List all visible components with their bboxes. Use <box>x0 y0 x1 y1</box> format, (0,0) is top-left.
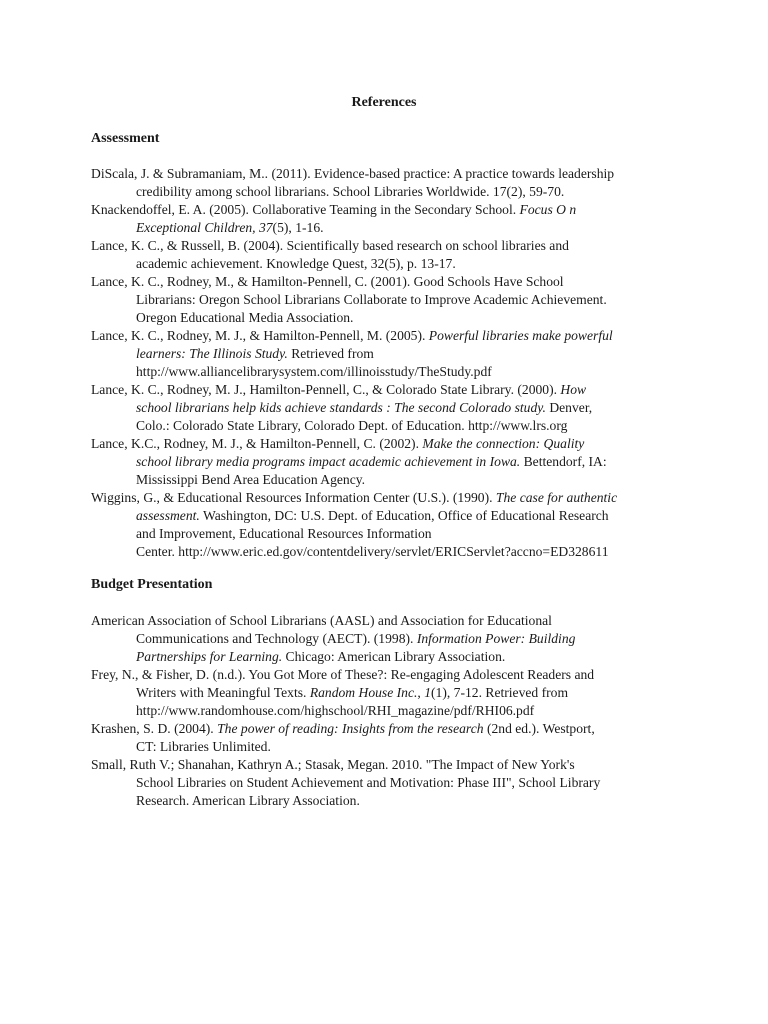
reference-text: Lance, K.C., Rodney, M. J., & Hamilton-Pennell, C. (2002). <box>91 436 423 451</box>
reference-line <box>136 345 691 363</box>
reference-text: Lance, K. C., Rodney, M. J., Hamilton-Pennell, C., & Colorado State Library. (2000). <box>91 382 561 397</box>
reference-italic-text: How <box>560 382 587 397</box>
reference-entry <box>91 666 691 720</box>
reference-line <box>91 201 691 219</box>
reference-line <box>91 381 691 399</box>
reference-line <box>136 792 691 810</box>
reference-italic-text: Powerful libraries make powerful <box>428 328 613 343</box>
reference-italic-text: 1 <box>424 685 432 700</box>
reference-line <box>91 612 691 630</box>
reference-line <box>136 417 691 435</box>
reference-text: Lance, K. C., & Russell, B. (2004). Scientifically based research on school libraries and <box>91 238 569 253</box>
reference-text: Frey, N., & Fisher, D. (n.d.). You Got More of These?: Re-engaging Adolescent Readers and <box>91 667 595 682</box>
reference-italic-text: learners: The Illinois Study. <box>136 346 288 361</box>
reference-text: Mississippi Bend Area Education Agency. <box>136 472 366 487</box>
reference-line <box>136 255 691 273</box>
reference-text: http://www.alliancelibrarysystem.com/illinoisstudy/TheStudy.pdf <box>136 364 492 379</box>
reference-line <box>136 738 691 756</box>
reference-line <box>136 363 691 381</box>
reference-italic-text: Information Power: Building <box>416 631 576 646</box>
reference-text: Lance, K. C., Rodney, M., & Hamilton-Pennell, C. (2001). Good Schools Have School <box>91 274 564 289</box>
reference-line <box>91 666 691 684</box>
reference-entry <box>91 165 691 201</box>
reference-italic-text: Partnerships for Learning. <box>136 649 283 664</box>
reference-line <box>91 327 691 345</box>
reference-entry <box>91 756 691 810</box>
reference-line <box>91 435 691 453</box>
reference-entry <box>91 327 691 381</box>
reference-line <box>136 453 691 471</box>
reference-italic-text: assessment. <box>136 508 200 523</box>
reference-line <box>91 273 691 291</box>
section-heading-budget-presentation: Budget Presentation <box>91 577 213 592</box>
reference-entry <box>91 612 691 666</box>
reference-italic-text: The power of reading: Insights from the research <box>217 721 484 736</box>
reference-text: (2nd ed.). Westport, <box>483 721 595 736</box>
reference-line <box>91 237 691 255</box>
reference-text: Center. http://www.eric.ed.gov/contentdelivery/servlet/ERICServlet?accno=ED328611 <box>136 544 609 559</box>
reference-italic-text: Exceptional Children, 37 <box>136 220 273 235</box>
reference-entry <box>91 237 691 273</box>
reference-text: Small, Ruth V.; Shanahan, Kathryn A.; Stasak, Megan. 2010. "The Impact of New York's <box>91 757 575 772</box>
reference-line <box>91 756 691 774</box>
reference-line <box>136 309 691 327</box>
reference-line <box>136 648 691 666</box>
reference-line <box>136 525 691 543</box>
reference-text: CT: Libraries Unlimited. <box>136 739 271 754</box>
reference-line <box>136 684 691 702</box>
reference-entry <box>91 273 691 327</box>
reference-line <box>136 219 691 237</box>
page-title: References <box>351 95 417 110</box>
reference-text: Oregon Educational Media Association. <box>136 310 354 325</box>
reference-text: Lance, K. C., Rodney, M. J., & Hamilton-Pennell, M. (2005). <box>91 328 429 343</box>
reference-text: and Improvement, Educational Resources Information <box>136 526 432 541</box>
reference-text: Washington, DC: U.S. Dept. of Education, Office of Educational Research <box>199 508 609 523</box>
section-heading-assessment: Assessment <box>91 131 160 146</box>
reference-text: Bettendorf, IA: <box>520 454 607 469</box>
reference-text: academic achievement. Knowledge Quest, 32(5), p. 13-17. <box>136 256 456 271</box>
reference-line <box>136 471 691 489</box>
reference-line <box>136 183 691 201</box>
reference-text: School Libraries on Student Achievement and Motivation: Phase III", School Library <box>136 775 601 790</box>
reference-text: (1), 7-12. Retrieved from <box>431 685 569 700</box>
reference-text: credibility among school librarians. School Libraries Worldwide. 17(2), 59-70. <box>136 184 565 199</box>
reference-line <box>136 774 691 792</box>
reference-text: Knackendoffel, E. A. (2005). Collaborative Teaming in the Secondary School. <box>91 202 520 217</box>
reference-italic-text: Random House Inc. <box>309 685 418 700</box>
reference-text: Chicago: American Library Association. <box>282 649 506 664</box>
reference-text: Librarians: Oregon School Librarians Collaborate to Improve Academic Achievement. <box>136 292 607 307</box>
reference-line <box>136 399 691 417</box>
reference-text: (5), 1-16. <box>272 220 324 235</box>
reference-italic-text: The case for authentic <box>495 490 618 505</box>
reference-line <box>136 507 691 525</box>
reference-line <box>136 702 691 720</box>
reference-text: DiScala, J. & Subramaniam, M.. (2011). Evidence-based practice: A practice towards leadership <box>91 166 615 181</box>
reference-text: Denver, <box>545 400 593 415</box>
reference-italic-text: Make the connection: Quality <box>422 436 585 451</box>
reference-text: Writers with Meaningful Texts. <box>136 685 310 700</box>
reference-line <box>136 291 691 309</box>
reference-line <box>136 543 691 561</box>
reference-line <box>91 489 691 507</box>
reference-entry <box>91 435 691 489</box>
reference-line <box>91 720 691 738</box>
reference-text: Communications and Technology (AECT). (1998). <box>136 631 417 646</box>
assessment-reference-list <box>91 165 691 561</box>
reference-entry <box>91 720 691 756</box>
reference-entry <box>91 201 691 237</box>
reference-entry <box>91 381 691 435</box>
reference-text: http://www.randomhouse.com/highschool/RHI_magazine/pdf/RHI06.pdf <box>136 703 535 718</box>
reference-italic-text: Focus O n <box>519 202 577 217</box>
reference-italic-text: school librarians help kids achieve standards : The second Colorado study. <box>136 400 546 415</box>
reference-text: Krashen, S. D. (2004). <box>91 721 218 736</box>
reference-text: Retrieved from <box>287 346 374 361</box>
reference-text: Colo.: Colorado State Library, Colorado Dept. of Education. http://www.lrs.org <box>136 418 568 433</box>
reference-italic-text: school library media programs impact academic achievement in Iowa. <box>136 454 521 469</box>
reference-entry <box>91 489 691 561</box>
budget-reference-list <box>91 612 691 810</box>
reference-text: Wiggins, G., & Educational Resources Information Center (U.S.). (1990). <box>91 490 496 505</box>
reference-text: Research. American Library Association. <box>136 793 360 808</box>
reference-text: American Association of School Librarians (AASL) and Association for Educational <box>91 613 552 628</box>
reference-line <box>91 165 691 183</box>
reference-line <box>136 630 691 648</box>
reference-text: , <box>417 685 425 700</box>
